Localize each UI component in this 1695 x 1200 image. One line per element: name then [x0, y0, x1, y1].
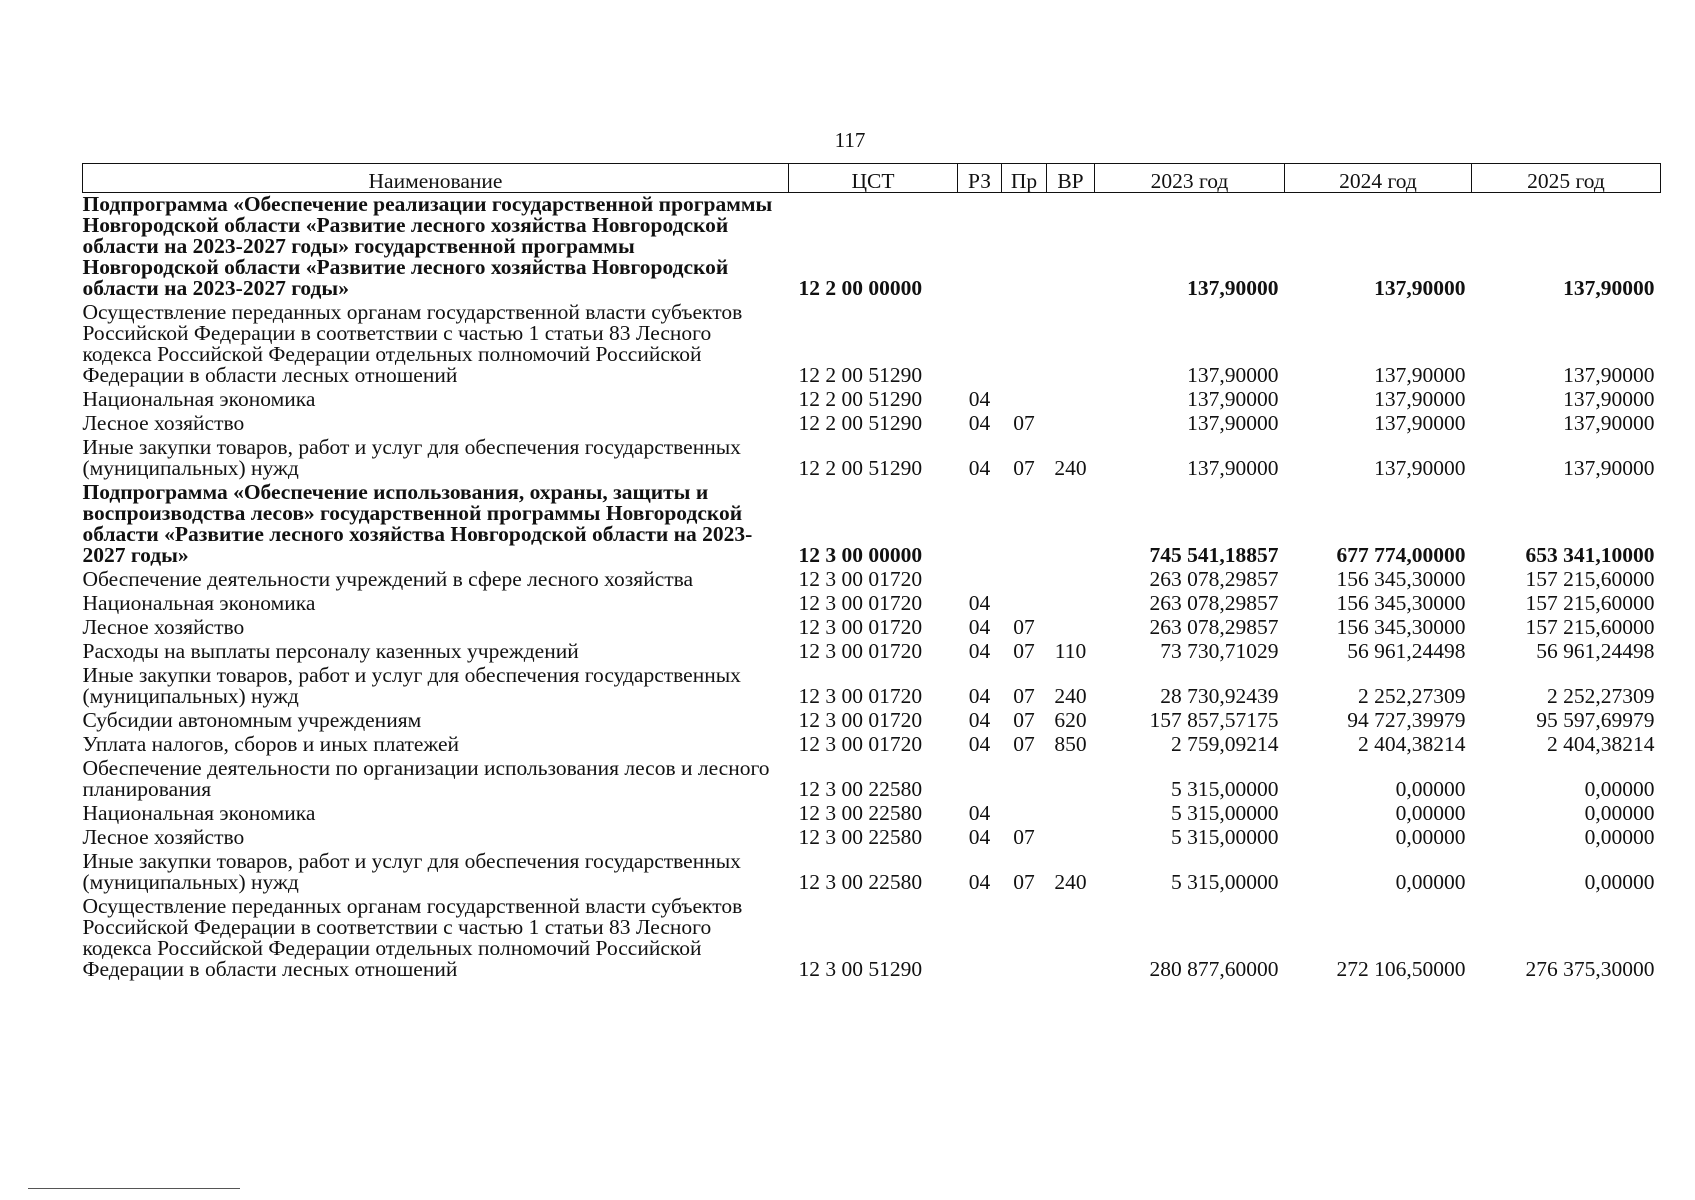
row-2023: 73 730,71029 [1160, 639, 1279, 663]
footer-rule [28, 1188, 240, 1189]
row-vr [1047, 301, 1095, 388]
table-row [83, 388, 1661, 412]
row-name: Субсидии автономным учреждениям [82, 708, 422, 732]
row-2025: 56 961,24498 [1536, 639, 1655, 663]
row-rz: 04 [968, 639, 991, 663]
row-vr: 240 [1054, 684, 1087, 708]
row-pr [1002, 568, 1047, 592]
row-name: Обеспечение деятельности учреждений в сфере лесного хозяйства [82, 567, 694, 591]
row-cst: 12 3 00 00000 [798, 543, 923, 567]
row-vr [1047, 193, 1095, 302]
row-2023: 5 315,00000 [1171, 801, 1279, 825]
row-vr [1047, 826, 1095, 850]
row-2024: 137,90000 [1374, 276, 1466, 300]
row-2024: 156 345,30000 [1336, 615, 1466, 639]
row-pr: 07 [1013, 411, 1035, 435]
row-2023: 137,90000 [1187, 411, 1279, 435]
row-pr [1002, 481, 1047, 568]
table-row [83, 616, 1661, 640]
row-vr [1047, 388, 1095, 412]
row-pr [1002, 592, 1047, 616]
row-cst: 12 3 00 01720 [798, 615, 923, 639]
page-number: 117 [834, 128, 866, 152]
row-vr [1047, 568, 1095, 592]
budget-table [82, 163, 1661, 982]
row-2023: 263 078,29857 [1149, 591, 1279, 615]
row-pr [1002, 895, 1047, 982]
row-vr [1047, 802, 1095, 826]
row-2025: 0,00000 [1584, 801, 1655, 825]
row-vr [1047, 895, 1095, 982]
row-rz: 04 [968, 708, 991, 732]
table-header [83, 164, 1661, 193]
row-2024: 137,90000 [1374, 363, 1466, 387]
row-vr [1047, 412, 1095, 436]
row-2024: 94 727,39979 [1347, 708, 1466, 732]
row-vr [1047, 616, 1095, 640]
row-2024: 677 774,00000 [1336, 543, 1466, 567]
row-cst: 12 3 00 01720 [798, 684, 923, 708]
row-2023: 137,90000 [1187, 387, 1279, 411]
row-cst: 12 3 00 01720 [798, 567, 923, 591]
row-2025: 276 375,30000 [1525, 957, 1655, 981]
row-2023: 263 078,29857 [1149, 567, 1279, 591]
row-rz: 04 [968, 411, 991, 435]
row-2024: 56 961,24498 [1347, 639, 1466, 663]
table-row [83, 826, 1661, 850]
row-2024: 156 345,30000 [1336, 567, 1466, 591]
header-rz: РЗ [958, 164, 1002, 193]
row-vr [1047, 757, 1095, 802]
row-rz: 04 [968, 825, 991, 849]
row-2025: 2 252,27309 [1547, 684, 1655, 708]
row-2023: 137,90000 [1187, 276, 1279, 300]
row-cst: 12 3 00 22580 [798, 825, 923, 849]
row-2023: 157 857,57175 [1149, 708, 1279, 732]
table-body [83, 193, 1661, 983]
row-2025: 0,00000 [1584, 777, 1655, 801]
row-pr: 07 [1013, 870, 1035, 894]
row-cst: 12 2 00 51290 [798, 411, 923, 435]
row-2024: 156 345,30000 [1336, 591, 1466, 615]
row-2025: 157 215,60000 [1525, 567, 1655, 591]
row-cst: 12 3 00 22580 [798, 801, 923, 825]
row-2025: 137,90000 [1563, 387, 1655, 411]
table-row [83, 481, 1661, 568]
table-row [83, 436, 1661, 481]
row-2023: 137,90000 [1187, 363, 1279, 387]
row-name: Уплата налогов, сборов и иных платежей [82, 732, 460, 756]
header-2023: 2023 год [1095, 164, 1285, 193]
row-name: Национальная экономика [82, 387, 316, 411]
table-row [83, 412, 1661, 436]
row-rz [958, 301, 1002, 388]
row-2023: 280 877,60000 [1149, 957, 1279, 981]
table-row [83, 802, 1661, 826]
row-vr [1047, 481, 1095, 568]
table-row [83, 709, 1661, 733]
row-pr [1002, 388, 1047, 412]
row-name: Подпрограмма «Обеспечение реализации государственной программы Новгородской области «Развитие лесного хозяйства Новгородской области на 2023-2027 годы» государственной программы Новгородской области «Развитие лесного хозяйства Новгородской области на 2023-2027 годы» [82, 192, 773, 300]
row-2025: 137,90000 [1563, 456, 1655, 480]
row-2023: 5 315,00000 [1171, 777, 1279, 801]
row-name: Обеспечение деятельности по организации использования лесов и лесного планирования [82, 756, 770, 801]
header-name: Наименование [83, 164, 789, 193]
row-2025: 137,90000 [1563, 363, 1655, 387]
row-cst: 12 3 00 01720 [798, 639, 923, 663]
row-2023: 2 759,09214 [1171, 732, 1279, 756]
row-cst: 12 3 00 22580 [798, 777, 923, 801]
row-cst: 12 2 00 00000 [798, 276, 923, 300]
table-row [83, 193, 1661, 302]
table-row [83, 664, 1661, 709]
row-rz [958, 568, 1002, 592]
row-pr: 07 [1013, 708, 1035, 732]
table-row [83, 757, 1661, 802]
table-row [83, 895, 1661, 982]
row-pr: 07 [1013, 615, 1035, 639]
row-name: Иные закупки товаров, работ и услуг для обеспечения государственных (муниципальных) нужд [82, 849, 741, 894]
row-2025: 653 341,10000 [1525, 543, 1655, 567]
row-name: Национальная экономика [82, 591, 316, 615]
table-row [83, 568, 1661, 592]
row-2025: 137,90000 [1563, 411, 1655, 435]
row-2025: 137,90000 [1563, 276, 1655, 300]
row-cst: 12 2 00 51290 [798, 387, 923, 411]
row-vr: 110 [1054, 639, 1087, 663]
row-rz [958, 757, 1002, 802]
row-2025: 2 404,38214 [1547, 732, 1655, 756]
row-name: Осуществление переданных органам государственной власти субъектов Российской Федерации в соответствии с частью 1 статьи 83 Лесного кодекса Российской Федерации отдельных полномочий Российской Федерации в области лесных отношений [82, 894, 743, 981]
row-2024: 137,90000 [1374, 411, 1466, 435]
row-cst: 12 3 00 01720 [798, 732, 923, 756]
row-rz: 04 [968, 870, 991, 894]
row-2024: 0,00000 [1395, 870, 1466, 894]
row-2023: 137,90000 [1187, 456, 1279, 480]
table-row [83, 733, 1661, 757]
row-rz: 04 [968, 801, 991, 825]
row-pr [1002, 757, 1047, 802]
row-vr: 620 [1054, 708, 1087, 732]
row-2023: 263 078,29857 [1149, 615, 1279, 639]
row-rz [958, 481, 1002, 568]
row-cst: 12 2 00 51290 [798, 363, 923, 387]
row-pr [1002, 193, 1047, 302]
table-row [83, 850, 1661, 895]
row-vr [1047, 592, 1095, 616]
table-row [83, 640, 1661, 664]
header-vr: ВР [1047, 164, 1095, 193]
header-2025: 2025 год [1472, 164, 1661, 193]
row-pr [1002, 301, 1047, 388]
row-rz [958, 193, 1002, 302]
table-row [83, 301, 1661, 388]
row-rz [958, 895, 1002, 982]
row-2024: 137,90000 [1374, 387, 1466, 411]
row-name: Национальная экономика [82, 801, 316, 825]
row-name: Расходы на выплаты персоналу казенных учреждений [82, 639, 579, 663]
row-rz: 04 [968, 684, 991, 708]
row-2024: 137,90000 [1374, 456, 1466, 480]
row-2024: 0,00000 [1395, 777, 1466, 801]
row-2025: 157 215,60000 [1525, 615, 1655, 639]
row-vr: 240 [1054, 456, 1087, 480]
row-rz: 04 [968, 591, 991, 615]
row-cst: 12 3 00 01720 [798, 591, 923, 615]
table-row [83, 592, 1661, 616]
row-rz: 04 [968, 387, 991, 411]
row-name: Лесное хозяйство [82, 615, 245, 639]
row-2025: 0,00000 [1584, 870, 1655, 894]
row-name: Иные закупки товаров, работ и услуг для обеспечения государственных (муниципальных) нужд [82, 435, 741, 480]
row-pr: 07 [1013, 684, 1035, 708]
row-2024: 2 252,27309 [1358, 684, 1466, 708]
row-2025: 0,00000 [1584, 825, 1655, 849]
header-2024: 2024 год [1285, 164, 1472, 193]
row-2023: 5 315,00000 [1171, 870, 1279, 894]
row-name: Лесное хозяйство [82, 825, 245, 849]
row-2023: 28 730,92439 [1160, 684, 1279, 708]
row-name: Лесное хозяйство [82, 411, 245, 435]
row-2024: 0,00000 [1395, 801, 1466, 825]
row-cst: 12 2 00 51290 [798, 456, 923, 480]
row-pr [1002, 802, 1047, 826]
row-2024: 0,00000 [1395, 825, 1466, 849]
row-cst: 12 3 00 22580 [798, 870, 923, 894]
row-pr: 07 [1013, 732, 1035, 756]
header-cst: ЦСТ [789, 164, 958, 193]
row-2023: 745 541,18857 [1149, 543, 1279, 567]
row-rz: 04 [968, 456, 991, 480]
row-cst: 12 3 00 51290 [798, 957, 923, 981]
row-cst: 12 3 00 01720 [798, 708, 923, 732]
row-pr: 07 [1013, 456, 1035, 480]
row-name: Осуществление переданных органам государственной власти субъектов Российской Федерации в соответствии с частью 1 статьи 83 Лесного кодекса Российской Федерации отдельных полномочий Российской Федерации в области лесных отношений [82, 300, 743, 387]
row-rz: 04 [968, 615, 991, 639]
row-rz: 04 [968, 732, 991, 756]
header-pr: Пр [1002, 164, 1047, 193]
row-2024: 2 404,38214 [1358, 732, 1466, 756]
row-vr: 240 [1054, 870, 1087, 894]
row-name: Подпрограмма «Обеспечение использования, охраны, защиты и воспроизводства лесов» государственной программы Новгородской области «Развитие лесного хозяйства Новгородской области на 2023-2027 годы» [82, 480, 753, 567]
row-2024: 272 106,50000 [1336, 957, 1466, 981]
row-pr: 07 [1013, 639, 1035, 663]
row-pr: 07 [1013, 825, 1035, 849]
row-2025: 95 597,69979 [1536, 708, 1655, 732]
row-vr: 850 [1054, 732, 1087, 756]
row-2025: 157 215,60000 [1525, 591, 1655, 615]
row-name: Иные закупки товаров, работ и услуг для обеспечения государственных (муниципальных) нужд [82, 663, 741, 708]
row-2023: 5 315,00000 [1171, 825, 1279, 849]
